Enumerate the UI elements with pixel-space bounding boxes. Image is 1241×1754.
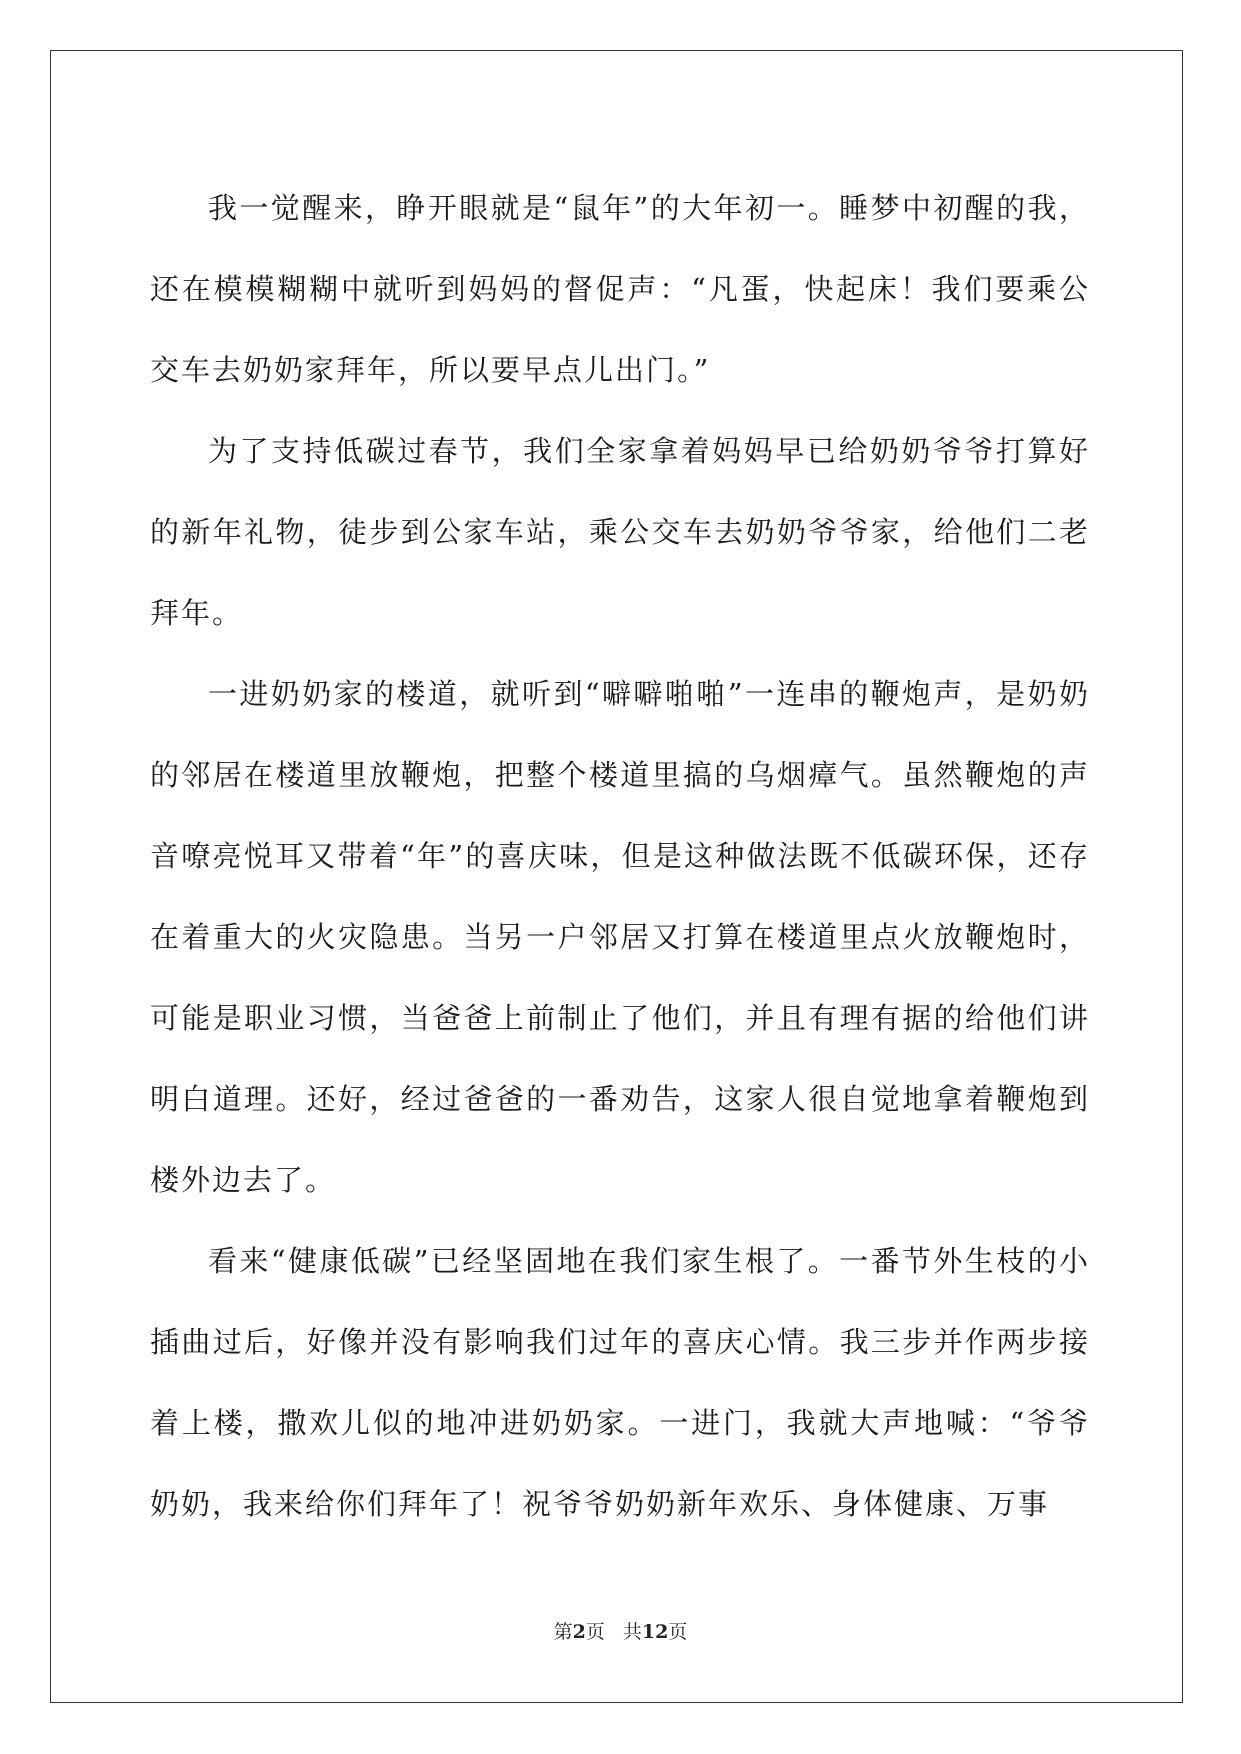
document-body <box>150 168 1090 1545</box>
paragraph-4: 看来“健康低碳”已经坚固地在我们家生根了。一番节外生枝的小插曲过后，好像并没有影响我们过年的喜庆心情。我三步并作两步接着上楼，撒欢儿似的地冲进奶奶家。一进门，我就大声地喊：“爷爷奶奶，我来给你们拜年了！祝爷爷奶奶新年欢乐、身体健康、万事 <box>150 1244 1090 1521</box>
page-footer <box>0 1620 1241 1644</box>
page-prefix: 第 <box>553 1621 573 1643</box>
paragraph-2: 为了支持低碳过春节，我们全家拿着妈妈早已给奶奶爷爷打算好的新年礼物，徒步到公家车站，乘公交车去奶奶爷爷家，给他们二老拜年。 <box>150 434 1090 630</box>
total-prefix: 共 <box>622 1621 642 1643</box>
total-suffix: 页 <box>668 1621 688 1643</box>
total-pages: 12 <box>641 1621 669 1643</box>
page-suffix: 页 <box>585 1621 605 1643</box>
paragraph-3: 一进奶奶家的楼道，就听到“噼噼啪啪”一连串的鞭炮声，是奶奶的邻居在楼道里放鞭炮，把整个楼道里搞的乌烟瘴气。虽然鞭炮的声音嘹亮悦耳又带着“年”的喜庆味，但是这种做法既不低碳环保，还存在着重大的火灾隐患。当另一户邻居又打算在楼道里点火放鞭炮时，可能是职业习惯，当爸爸上前制止了他们，并且有理有据的给他们讲明白道理。还好，经过爸爸的一番劝告，这家人很自觉地拿着鞭炮到楼外边去了。 <box>150 677 1090 1197</box>
paragraph-1: 我一觉醒来，睁开眼就是“鼠年”的大年初一。睡梦中初醒的我，还在模模糊糊中就听到妈妈的督促声：“凡蛋，快起床！我们要乘公交车去奶奶家拜年，所以要早点儿出门。” <box>150 191 1090 387</box>
page-number: 2 <box>572 1621 586 1643</box>
